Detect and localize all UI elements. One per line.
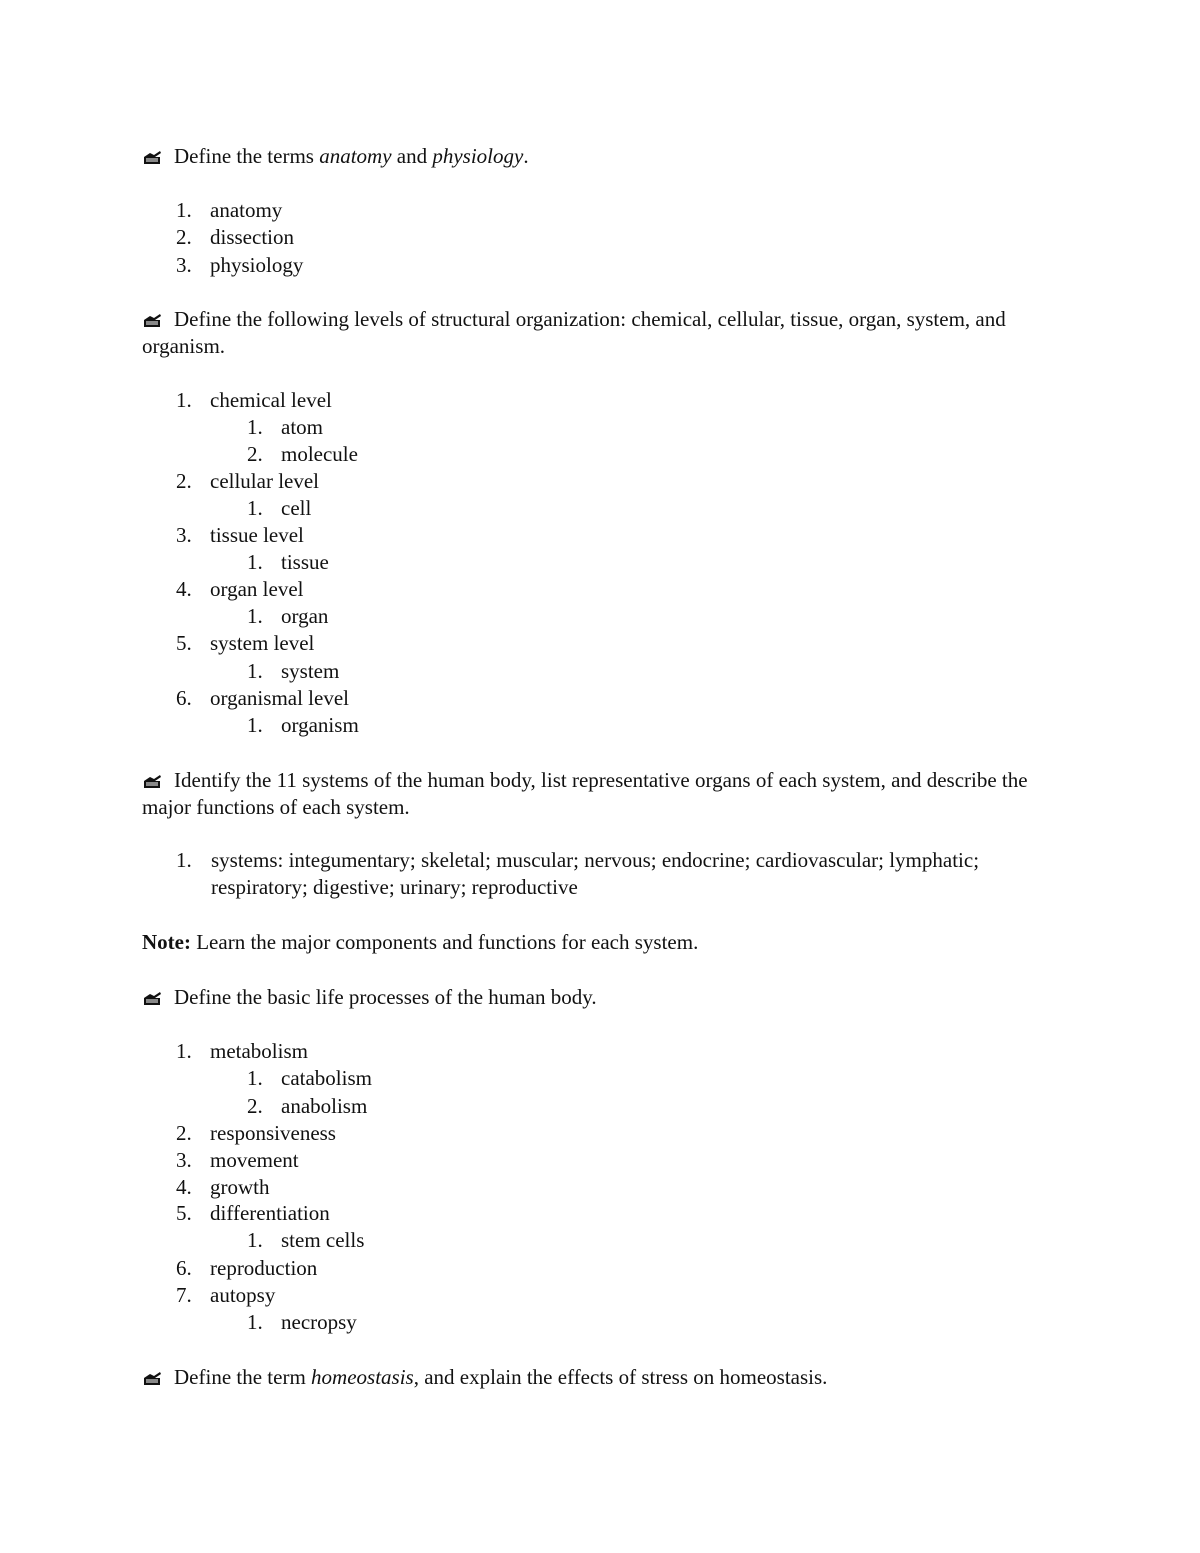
sub-list-item: 1. organ <box>247 604 329 628</box>
pencil-bullet-icon <box>142 1369 162 1387</box>
list-item: 5. differentiation <box>176 1201 330 1225</box>
term-anatomy: anatomy <box>319 144 392 168</box>
list-item: 4. organ level <box>176 577 304 601</box>
objective-text-suffix: , and explain the effects of stress on homeostasis. <box>413 1365 828 1389</box>
objective-text: Identify the 11 systems of the human body, list representative organs of each system, and describe the major functions of each system. <box>142 768 1028 819</box>
list-item: 1. chemical level <box>176 388 332 412</box>
term-homeostasis: homeostasis <box>311 1365 414 1389</box>
pencil-bullet-icon <box>142 311 162 329</box>
sub-list-item: 1. cell <box>247 496 312 520</box>
sub-list-item: 1. organism <box>247 713 359 737</box>
list-item: 5. system level <box>176 631 315 655</box>
objective-anatomy-physiology <box>142 143 1042 170</box>
sub-list-item: 1. catabolism <box>247 1066 372 1090</box>
objective-homeostasis <box>142 1364 1042 1391</box>
list-item: 2. responsiveness <box>176 1121 336 1145</box>
list-item: 6. reproduction <box>176 1256 318 1280</box>
list-item: 7. autopsy <box>176 1283 276 1307</box>
objective-text-suffix: . <box>523 144 529 168</box>
list-item: 3. tissue level <box>176 523 304 547</box>
list-item: 3. physiology <box>176 253 304 277</box>
sub-list-item: 2. anabolism <box>247 1094 368 1118</box>
objective-text-prefix: Define the terms <box>174 144 320 168</box>
sub-list-item: 1. system <box>247 659 340 683</box>
note-text: Learn the major components and functions for each system. <box>190 930 699 954</box>
objective-text: Define the basic life processes of the human body. <box>174 985 597 1009</box>
pencil-bullet-icon <box>142 989 162 1007</box>
list-item: 2. cellular level <box>176 469 320 493</box>
objective-text: Define the following levels of structural organization: chemical, cellular, tissue, organ, system, and organism. <box>142 307 1006 358</box>
list-item: 1. metabolism <box>176 1039 308 1063</box>
list-item: 6. organismal level <box>176 686 349 710</box>
list-item: 2. dissection <box>176 225 294 249</box>
sub-list-item: 1. stem cells <box>247 1228 365 1252</box>
pencil-bullet-icon <box>142 148 162 166</box>
list-item: 3. movement <box>176 1148 299 1172</box>
pencil-bullet-icon <box>142 772 162 790</box>
list-item: 1. anatomy <box>176 198 283 222</box>
objective-structural-levels <box>142 306 1042 360</box>
sub-list-item: 1. tissue <box>247 550 329 574</box>
note <box>142 929 698 956</box>
objective-text-prefix: Define the term <box>174 1365 312 1389</box>
sub-list-item: 1. atom <box>247 415 323 439</box>
objective-text-middle: and <box>391 144 433 168</box>
note-label: Note: <box>142 930 191 954</box>
list-item: 4. growth <box>176 1175 270 1199</box>
sub-list-item: 1. necropsy <box>247 1310 357 1334</box>
term-physiology: physiology <box>432 144 524 168</box>
sub-list-item: 2. molecule <box>247 442 358 466</box>
list-item: 1. systems: integumentary; skeletal; muscular; nervous; endocrine; cardiovascular; lymphatic; respiratory; digestive; urinary; reproductive <box>176 848 980 899</box>
objective-life-processes <box>142 984 1042 1011</box>
objective-body-systems <box>142 767 1042 821</box>
